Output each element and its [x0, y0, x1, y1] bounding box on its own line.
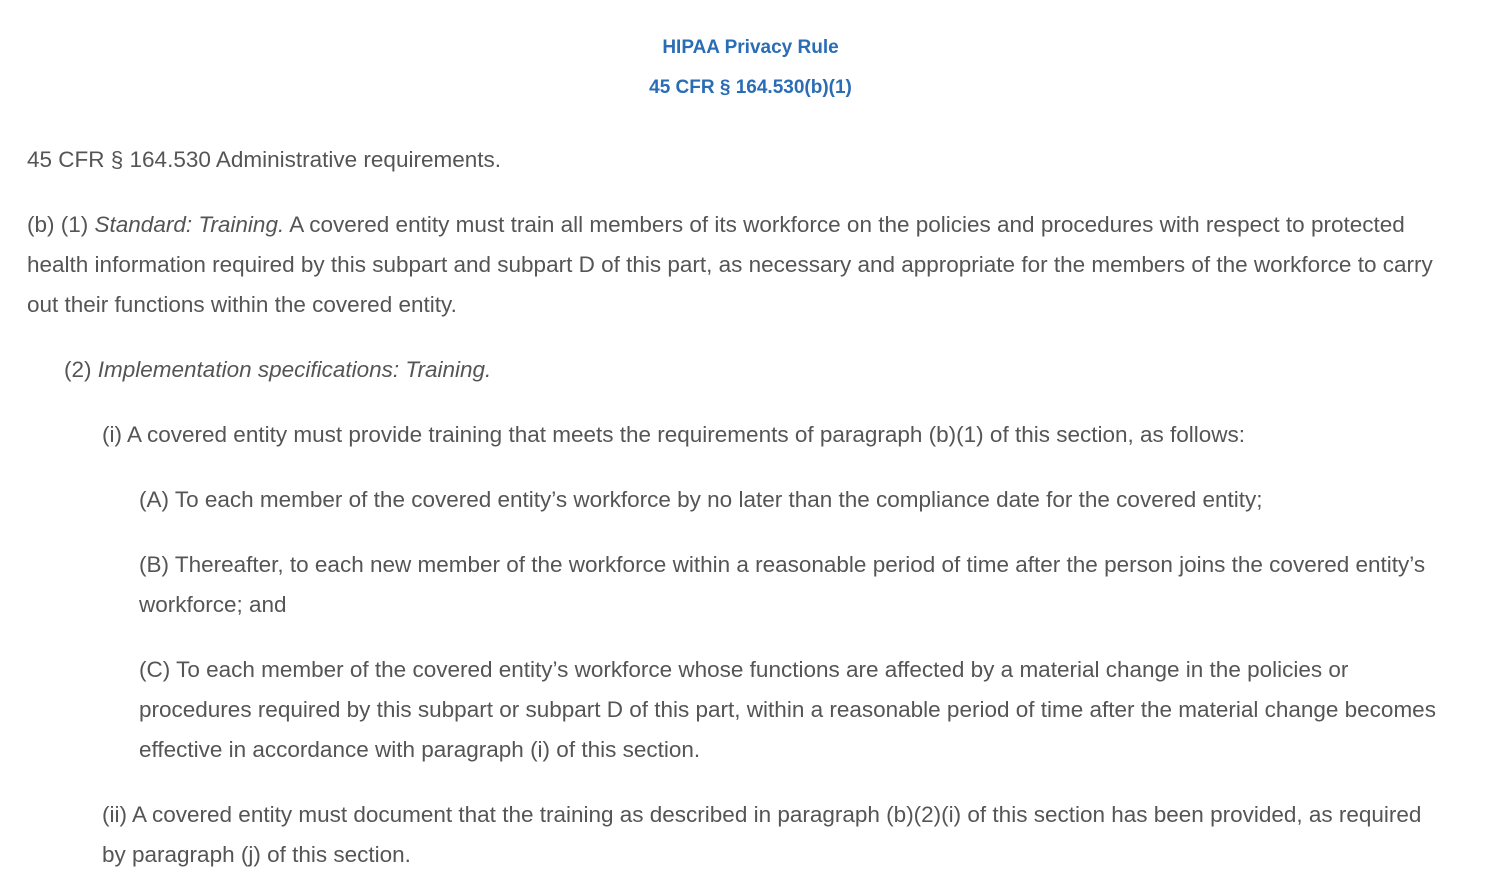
paragraph-b2-label: (2) [64, 357, 92, 382]
paragraph-b1-title: Standard: Training. [94, 212, 285, 237]
section-heading: 45 CFR § 164.530 Administrative requirements. [27, 147, 501, 172]
page-title: HIPAA Privacy Rule [662, 37, 839, 58]
paragraph-B: (B) Thereafter, to each new member of the workforce within a reasonable period of time after the person joins the covered entity’s workforce; and [139, 552, 1426, 617]
document-header [0, 0, 1501, 108]
citation-subtitle: 45 CFR § 164.530(b)(1) [649, 77, 852, 98]
paragraph-b1-text: A covered entity must train all members of its workforce on the policies and procedures with respect to protected health information required by this subpart and subpart D of this part, as necessary and appropriate for the members of the workforce to carry out their functions within the covered entity. [27, 212, 1433, 317]
paragraph-b2 [64, 350, 1443, 390]
paragraph-b2-title: Implementation specifications: Training. [97, 357, 492, 382]
paragraph-C: (C) To each member of the covered entity’s workforce whose functions are affected by a material change in the policies or procedures required by this subpart or subpart D of this part, within a reasonable period of time after the material change becomes effective in accordance with paragraph (i) of this section. [139, 657, 1436, 762]
paragraph-b1-label: (b) (1) [27, 212, 89, 237]
paragraph-i: (i) A covered entity must provide training that meets the requirements of paragraph (b)(1) of this section, as follows: [102, 422, 1246, 447]
paragraph-ii: (ii) A covered entity must document that the training as described in paragraph (b)(2)(i) of this section has been provided, as required by paragraph (j) of this section. [102, 802, 1422, 867]
regulation-body [0, 140, 1501, 875]
paragraph-b1 [27, 205, 1443, 325]
paragraph-A: (A) To each member of the covered entity’s workforce by no later than the compliance date for the covered entity; [139, 487, 1263, 512]
